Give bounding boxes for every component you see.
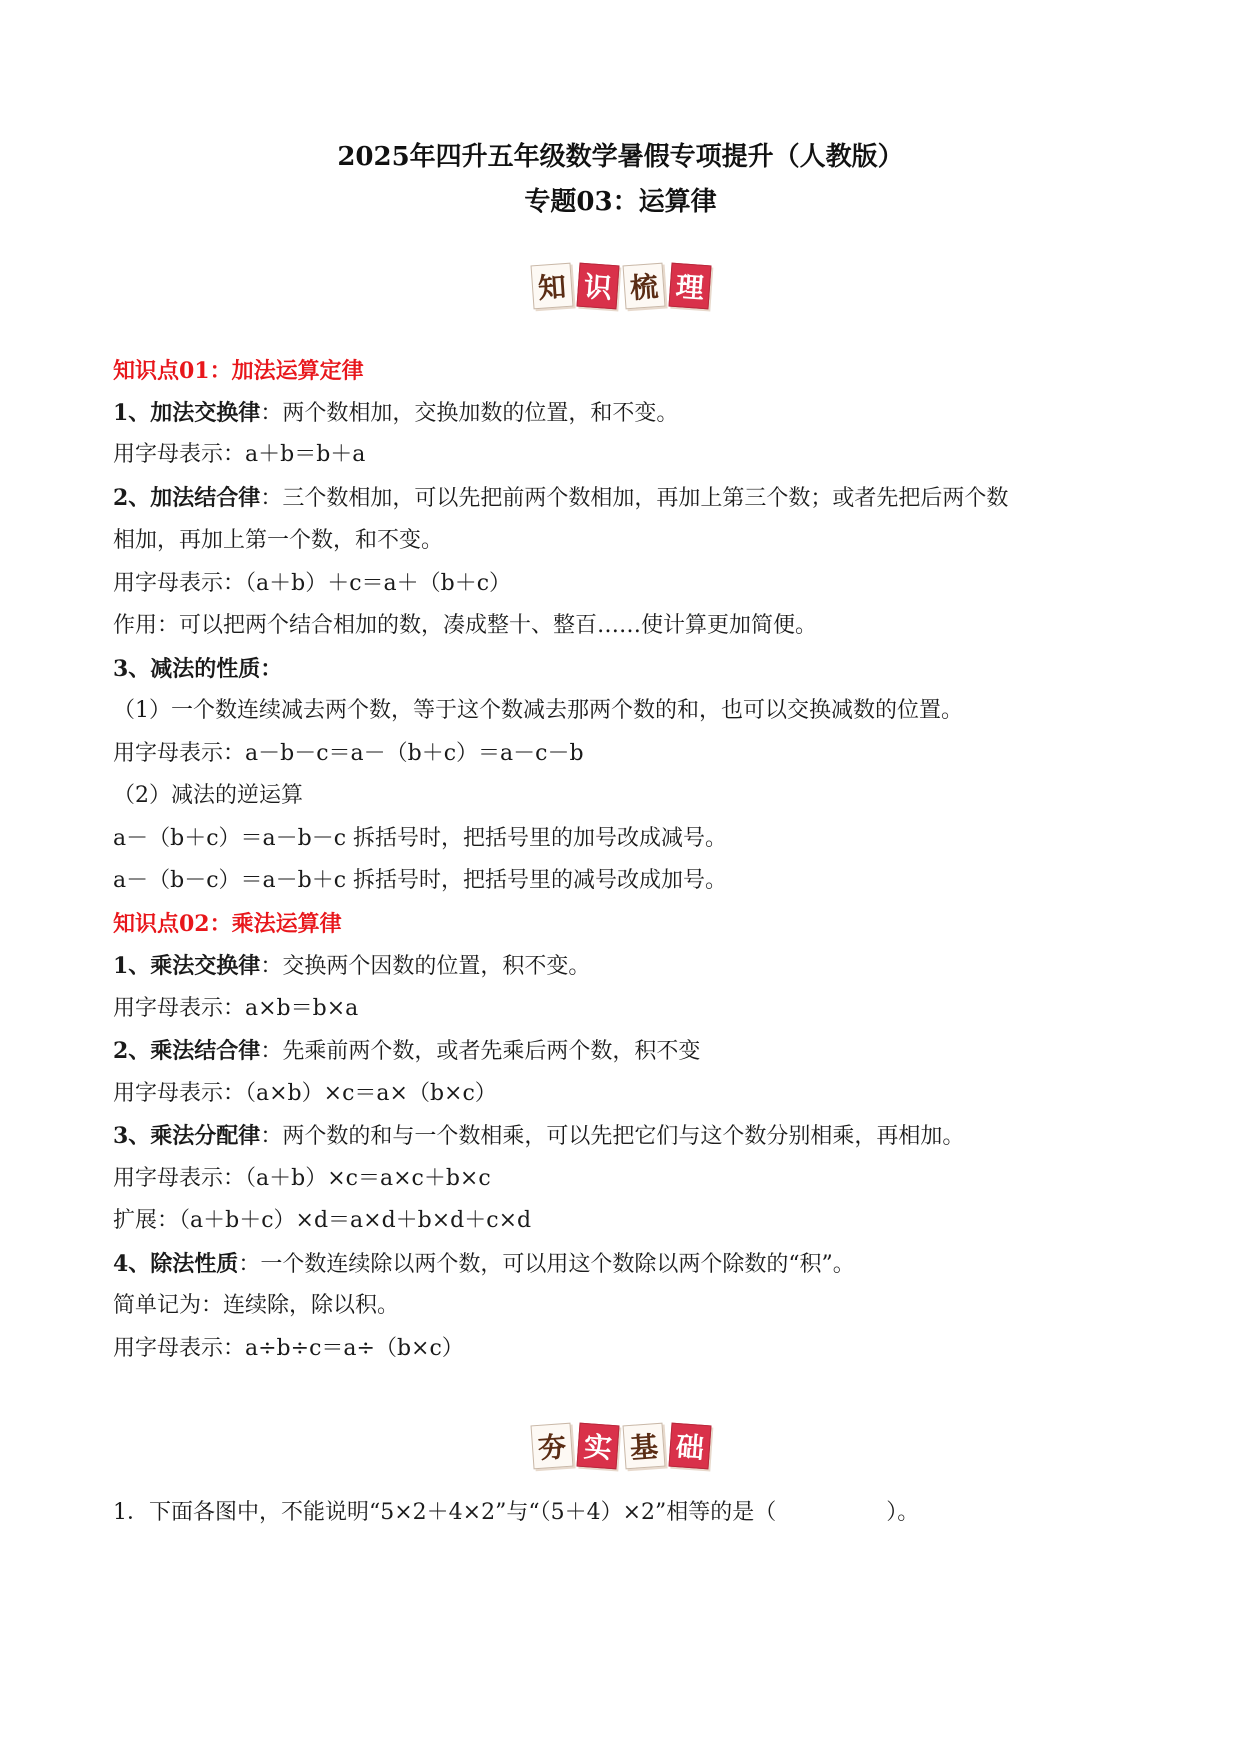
banner-tile: 梳 — [622, 263, 665, 310]
question-1: 1．下面各图中，不能说明“5×2＋4×2”与“（5＋4）×2”相等的是（ ）。 — [113, 1500, 920, 1525]
knowledge-banner — [0, 264, 1241, 308]
rule-text: ：先乘前两个数，或者先乘后两个数，积不变 — [260, 1039, 701, 1064]
rule-term: 1、乘法交换律 — [113, 953, 261, 979]
rule-line: a－（b＋c）＝a－b－c 拆括号时，把括号里的加号改成减号。 — [113, 826, 728, 851]
section-heading-multiplication: 知识点02：乘法运算律 — [113, 911, 342, 937]
document-title: 2025年四升五年级数学暑假专项提升（人教版） — [337, 142, 904, 172]
effect-line: 作用：可以把两个结合相加的数，凑成整十、整百……使计算更加简便。 — [113, 613, 818, 638]
formula-line: 用字母表示：a－b－c＝a－（b＋c）＝a－c－b — [113, 741, 584, 766]
formula-line: 用字母表示：a÷b÷c＝a÷（b×c） — [113, 1336, 464, 1361]
formula-line: 用字母表示：（a＋b）＋c＝a＋（b＋c） — [113, 571, 512, 596]
rule-addition-commutative — [113, 399, 678, 428]
formula-line: 用字母表示：（a＋b）×c＝a×c＋b×c — [113, 1166, 491, 1191]
banner-tile: 夯 — [530, 1423, 573, 1470]
rule-division-property — [113, 1250, 855, 1279]
memo-line: 简单记为：连续除，除以积。 — [113, 1293, 400, 1318]
extend-line: 扩展：（a＋b＋c）×d＝a×d＋b×d＋c×d — [113, 1208, 532, 1233]
rule-term: 4、除法性质 — [113, 1251, 239, 1277]
formula-line: 用字母表示：（a×b）×c＝a×（b×c） — [113, 1081, 497, 1106]
rule-text: ：交换两个因数的位置，积不变。 — [260, 954, 591, 979]
rule-text-continued: 相加，再加上第一个数，和不变。 — [113, 528, 444, 553]
banner-tile: 础 — [668, 1423, 711, 1470]
rule-subtraction-property: 3、减法的性质： — [113, 656, 283, 682]
rule-text: ：两个数的和与一个数相乘，可以先把它们与这个数分别相乘，再相加。 — [260, 1124, 965, 1149]
formula-line: 用字母表示：a＋b＝b＋a — [113, 442, 366, 467]
banner-tile: 理 — [668, 263, 711, 310]
document-subtitle: 专题03：运算律 — [524, 187, 717, 217]
rule-multiplication-commutative — [113, 952, 590, 981]
section-heading-addition: 知识点01：加法运算定律 — [113, 358, 364, 384]
banner-tile: 基 — [622, 1423, 665, 1470]
banner-tile: 知 — [530, 263, 573, 310]
rule-term: 3、乘法分配律 — [113, 1123, 261, 1149]
rule-text: ：一个数连续除以两个数，可以用这个数除以两个除数的“积”。 — [238, 1252, 855, 1277]
subrule-line: （1）一个数连续减去两个数，等于这个数减去那两个数的和，也可以交换减数的位置。 — [113, 698, 963, 723]
rule-term: 2、乘法结合律 — [113, 1038, 261, 1064]
rule-line: a－（b－c）＝a－b＋c 拆括号时，把括号里的减号改成加号。 — [113, 868, 728, 893]
rule-multiplication-distributive — [113, 1122, 964, 1151]
banner-tile: 实 — [576, 1423, 619, 1470]
rule-term: 2、加法结合律 — [113, 485, 261, 511]
rule-term: 1、加法交换律 — [113, 400, 261, 426]
rule-multiplication-associative — [113, 1037, 700, 1066]
practice-banner — [0, 1424, 1241, 1468]
subrule-line: （2）减法的逆运算 — [113, 783, 303, 808]
formula-line: 用字母表示：a×b＝b×a — [113, 996, 359, 1021]
rule-addition-associative — [113, 484, 1008, 513]
banner-tile: 识 — [576, 263, 619, 310]
rule-text: ：两个数相加，交换加数的位置，和不变。 — [260, 401, 679, 426]
rule-text: ：三个数相加，可以先把前两个数相加，再加上第三个数；或者先把后两个数 — [260, 486, 1009, 511]
